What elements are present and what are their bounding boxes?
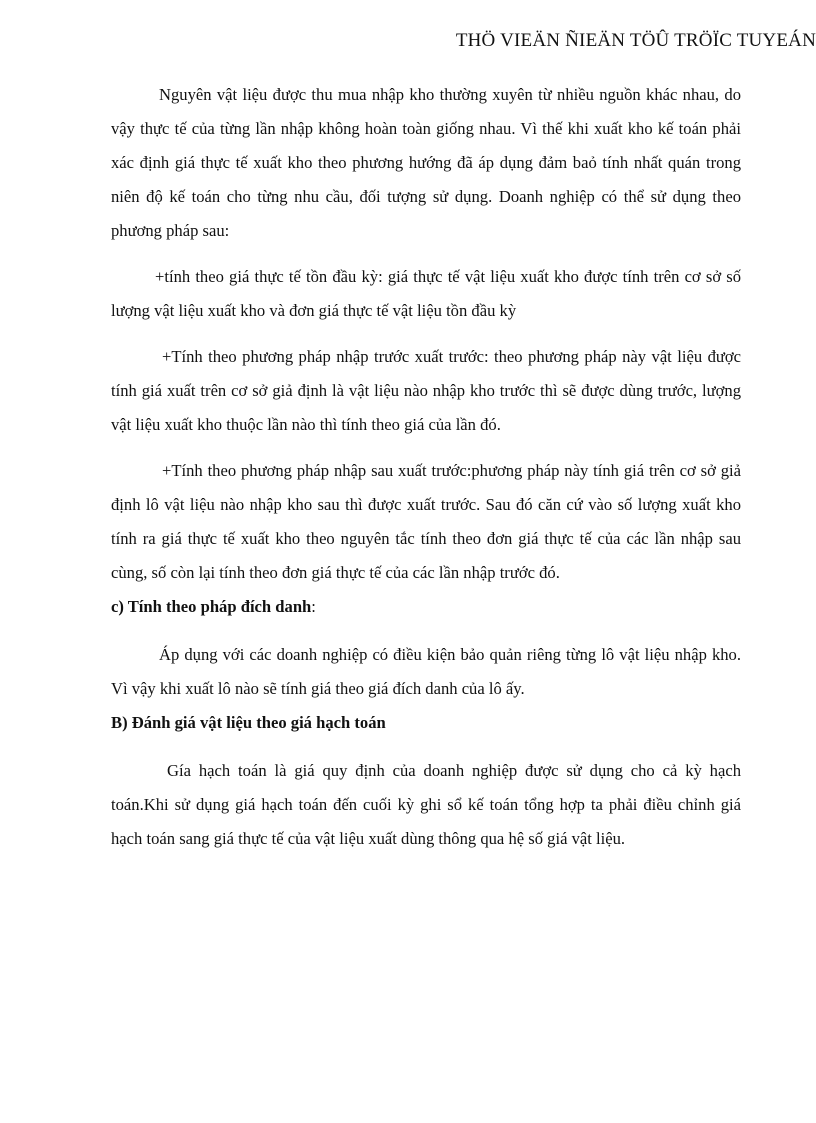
section-heading-b: B) Đánh giá vật liệu theo giá hạch toán xyxy=(111,713,386,732)
section-heading-c xyxy=(111,590,741,624)
paragraph-fifo-method: +Tính theo phương pháp nhập trước xuất trước: theo phương pháp này vật liệu được tính giá xuất trên cơ sở giả định là vật liệu nào nhập kho trước thì sẽ được dùng trước, lượng vật liệu xuất kho thuộc lần nào thì tính theo giá của lần đó. xyxy=(111,347,741,434)
paragraph-accounting-price: Gía hạch toán là giá quy định của doanh nghiệp được sử dụng cho cả kỳ hạch toán.Khi sử dụng giá hạch toán đến cuối kỳ ghi sổ kế toán tổng hợp ta phải điều chỉnh giá hạch toán sang giá thực tế của vật liệu xuất dùng thông qua hệ số giá vật liệu. xyxy=(111,761,741,848)
section-heading-c-text: c) Tính theo pháp đích danh xyxy=(111,597,312,616)
section-heading-c-colon: : xyxy=(311,597,316,616)
paragraph-intro: Nguyên vật liệu được thu mua nhập kho thường xuyên từ nhiều nguồn khác nhau, do vậy thực tế của từng lần nhập không hoàn toàn giống nhau. Vì thế khi xuất kho kế toán phải xác định giá thực tế xuất kho theo phương hướng đã áp dụng đảm baỏ tính nhất quán trong niên độ kế toán cho từng nhu cầu, đối tượng sử dụng. Doanh nghiệp có thể sử dụng theo phương pháp sau: xyxy=(111,85,741,240)
document-body xyxy=(111,78,741,856)
paragraph-specific-identification: Áp dụng với các doanh nghiệp có điều kiện bảo quản riêng từng lô vật liệu nhập kho. Vì vậy khi xuất lô nào sẽ tính giá theo giá đích danh của lô ấy. xyxy=(111,645,741,698)
page-header: THÖ VIEÄN ÑIEÄN TÖÛ TRÖÏC TUYEÁN xyxy=(455,30,816,51)
paragraph-lifo-method: +Tính theo phương pháp nhập sau xuất trước:phương pháp này tính giá trên cơ sở giả định lô vật liệu nào nhập kho sau thì được xuất trước. Sau đó căn cứ vào số lượng xuất kho tính ra giá thực tế xuất kho theo nguyên tắc tính theo đơn giá thực tế của các lần nhập sau cùng, số còn lại tính theo đơn giá thực tế của các lần nhập trước đó. xyxy=(111,461,741,582)
paragraph-opening-stock-method: +tính theo giá thực tế tồn đầu kỳ: giá thực tế vật liệu xuất kho được tính trên cơ sở số lượng vật liệu xuất kho và đơn giá thực tế vật liệu tồn đầu kỳ xyxy=(111,267,741,320)
